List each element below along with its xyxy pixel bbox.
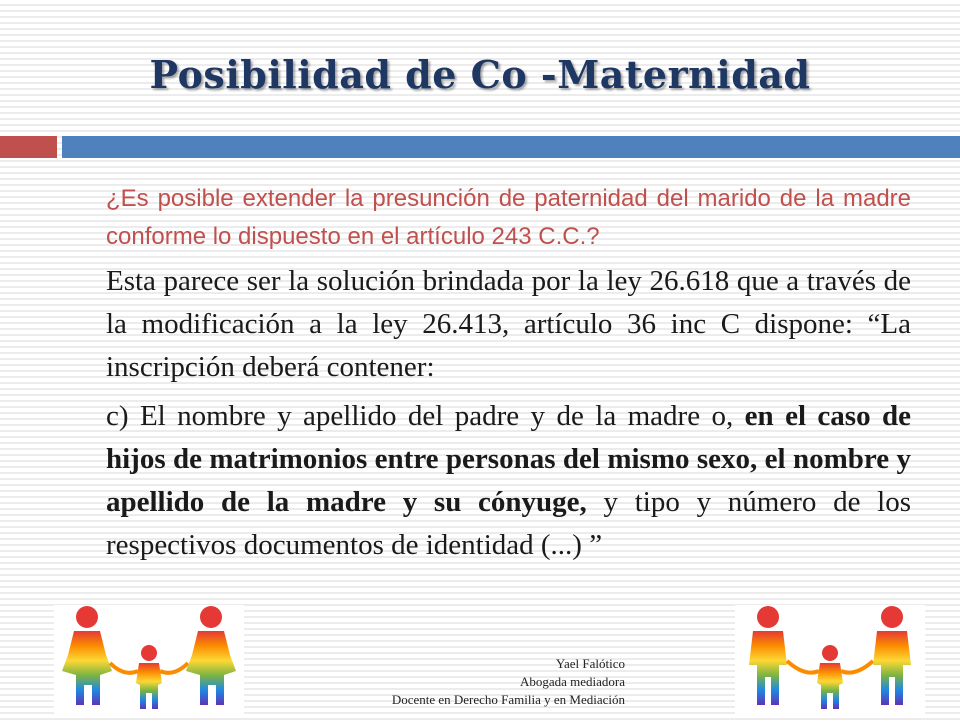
rainbow-family-icon: [54, 605, 244, 717]
quote-part1: c) El nombre y apellido del padre y de la madre o,: [106, 400, 745, 432]
accent-bar-red: [0, 136, 57, 158]
rainbow-family-icon: [735, 605, 925, 717]
slide-title: Posibilidad de Co -Maternidad: [149, 52, 811, 97]
quote-bold: en el caso de hijos de matrimonios entre personas del mismo sexo, el nombre y apellido de la madre y su cónyuge,: [106, 400, 911, 518]
paragraph-quote: [106, 395, 911, 567]
author-block: [300, 655, 625, 709]
question-text: ¿Es posible extender la presunción de paternidad del marido de la madre conforme lo dispuesto en el artículo 243 C.C.?: [106, 185, 911, 250]
slide-body: [106, 180, 911, 573]
author-position: Docente en Derecho Familia y en Mediación: [391, 692, 625, 707]
author-name: Yael Falótico: [555, 656, 625, 671]
paragraph-law: Esta parece ser la solución brindada por la ley 26.618 que a través de la modificación a la ley 26.413, artículo 36 inc C dispone: “La inscripción deberá contener:: [106, 265, 911, 383]
accent-bar-blue: [62, 136, 960, 158]
author-role: Abogada mediadora: [519, 674, 625, 689]
quote-part2: y tipo y número de los respectivos documentos de identidad (...) ”: [106, 486, 912, 561]
